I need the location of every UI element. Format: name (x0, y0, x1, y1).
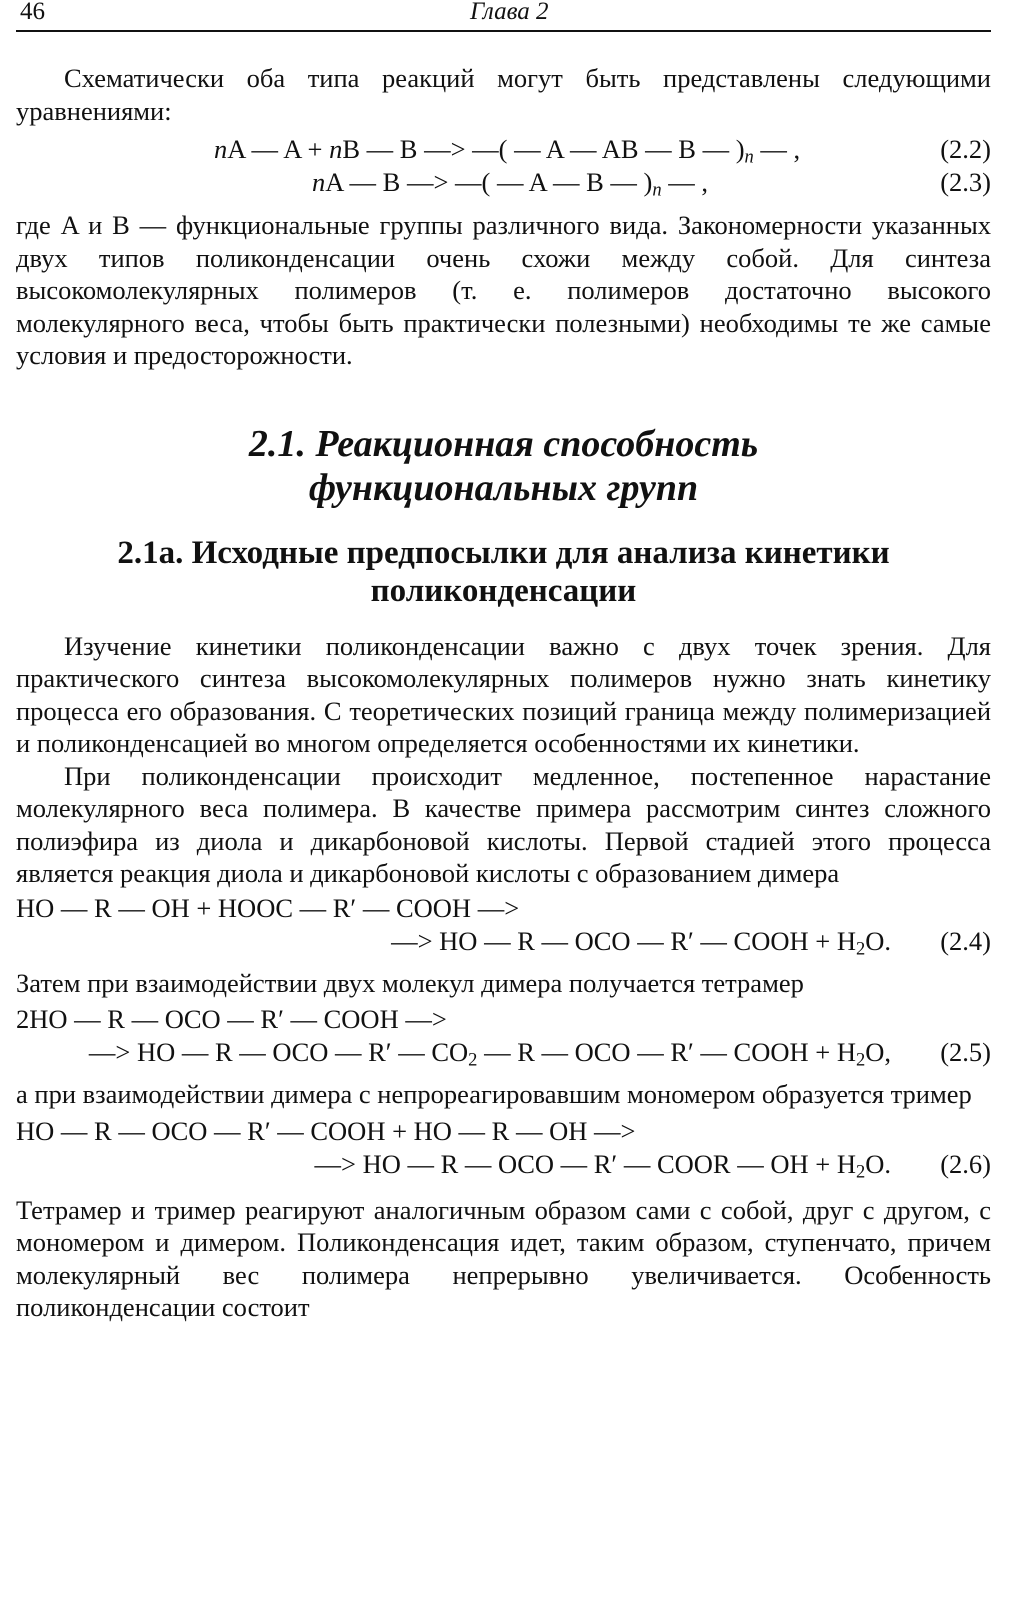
page-number: 46 (20, 0, 45, 25)
equation-2-5-line1: 2HO — R — OCO — R′ — COOH —> (16, 1004, 447, 1034)
paragraph-tetramer: Затем при взаимодействии двух молекул димера получается тетрамер (16, 967, 804, 998)
paragraph-stepwise-growth: Тетрамер и тример реагируют аналогичным образом сами с собой, друг с другом, с мономером и димером. Поликонденсация идет, таким образом, ступенчато, причем молекулярный вес полимера непрерывно увеличивается. Особенность поликонденсации состоит (16, 1194, 991, 1322)
paragraph-functional-groups: где A и B — функциональные группы различного вида. Закономерности указанных двух типов поликонденсации очень схожи между собой. Для синтеза высокомолекулярных полимеров (т. е. полимеров достаточно высокого молекулярного веса, чтобы быть практически полезными) необходимы те же самые условия и предосторожности. (16, 210, 991, 370)
equation-number: (2.3) (940, 167, 991, 197)
paragraph-kinetics-study: Изучение кинетики поликонденсации важно с двух точек зрения. Для практического синтеза высокомолекулярных полимеров нужно знать кинетику процесса его образования. С теоретических позиций граница между полимеризацией и поликонденсацией во многом определяется особенностями их кинетики. (16, 630, 991, 758)
paragraph-polycondensation-example: При поликонденсации происходит медленное, постепенное нарастание молекулярного веса полимера. В качестве примера рассмотрим синтез сложного полиэфира из диола и дикарбоновой кислоты. Первой стадией этого процесса является реакция диола и дикарбоновой кислоты с образованием димера (16, 760, 991, 888)
equation-2-4-line2: —> HO — R — OCO — R′ — COOH + $H_2O$. (2.4) (391, 925, 991, 960)
equation-2-3 (16, 166, 991, 199)
subsection-title (16, 534, 991, 610)
equation-2-4-line1: HO — R — OH + HOOC — R′ — COOH —> (16, 892, 520, 923)
equation-number: (2.2) (940, 134, 991, 164)
equation-number: (2.5) (940, 1037, 991, 1067)
section-title (16, 422, 991, 510)
subsection-title-line2: поликонденсации (370, 572, 637, 609)
subsection-title-line1: 2.1а. Исходные предпосылки для анализа кинетики (117, 534, 890, 571)
chapter-title: Глава 2 (470, 0, 549, 25)
equation-2-6-line1: HO — R — OCO — R′ — COOH + HO — R — OH —> (16, 1115, 636, 1146)
equation-2-2 (16, 133, 991, 166)
equation-number: (2.4) (940, 925, 991, 956)
running-head (16, 0, 991, 32)
intro-paragraph: Схематически оба типа реакций могут быть представлены следующими уравнениями: (16, 63, 991, 126)
equation-2-5-line2: —> HO — R — OCO — R′ — $CO_2$ — R — OCO — R′ — COOH + $H_2O$, (2.5) (88, 1037, 991, 1071)
paragraph-trimer: а при взаимодействии димера с непрореагировавшим мономером образуется тример (16, 1079, 972, 1109)
equation-2-6-line2: —> HO — R — OCO — R′ — COOR — OH + $H_2O$. (2.6) (314, 1148, 991, 1183)
section-title-line1: 2.1. Реакционная способность (248, 422, 759, 465)
section-title-line2: функциональных групп (308, 466, 699, 509)
equation-number: (2.6) (940, 1148, 991, 1179)
equation-2-2-body: nA — A + nB — B —> —( — A — AB — B — )$_n$ — , (214, 134, 801, 168)
equation-2-3-body: nA — B —> —( — A — B — )$_n$ — , (312, 167, 708, 201)
